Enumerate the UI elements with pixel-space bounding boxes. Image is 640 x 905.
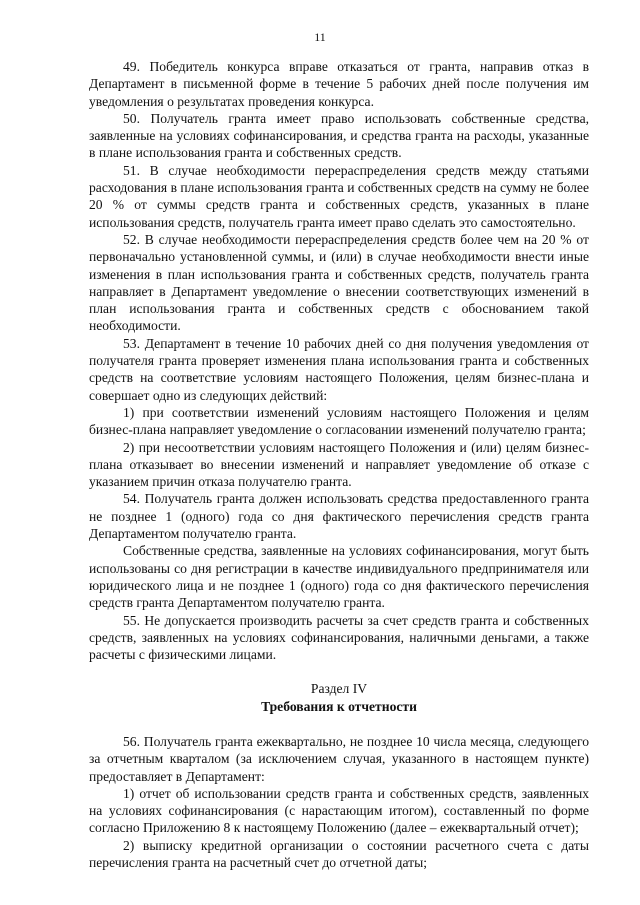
paragraph-51: 51. В случае необходимости перераспределения средств между статьями расходования в плане использования гранта и собственных средств на сумму не более 20 % от суммы средств гранта и собственных средств, указанных в плане использования средств, получатель гранта имеет право сделать это самостоятельно. — [89, 162, 589, 230]
paragraph-54-continuation: Собственные средства, заявленные на условиях софинансирования, могут быть использованы со дня регистрации в качестве индивидуального предпринимателя или юридического лица и не позднее 1 (одного) года со дня фактического перечисления средств гранта Департаментом получателю гранта. — [89, 543, 589, 611]
paragraph-53-item-2: 2) при несоответствии условиям настоящего Положения и (или) целям бизнес-плана отказывает во внесении изменений и направляет уведомление об отказе с указанием причин отказа получателю гранта. — [89, 439, 589, 490]
paragraph-54: 54. Получатель гранта должен использовать средства предоставленного гранта не позднее 1 (одного) года со дня фактического перечисления средств гранта Департаментом получателю гранта. — [89, 491, 589, 542]
section-title: Требования к отчетности — [261, 698, 417, 714]
paragraph-56-item-2: 2) выписку кредитной организации о состоянии расчетного счета с даты перечисления гранта на расчетный счет до отчетной даты; — [89, 837, 589, 871]
paragraph-52: 52. В случае необходимости перераспределения средств более чем на 20 % от первоначально установленной суммы, и (или) в случае необходимости внести иные изменения в план использования гранта и собственных средств, получатель гранта направляет в Департамент уведомление о внесении соответствующих изменений в план использования гранта и собственных средств с обоснованием такой необходимости. — [89, 231, 589, 334]
page-number: 11 — [314, 30, 326, 44]
paragraph-50: 50. Получатель гранта имеет право использовать собственные средства, заявленные на условиях софинансирования, и средства гранта на расходы, указанные в плане использования гранта и собственных средств. — [89, 110, 589, 161]
paragraph-53-item-1: 1) при соответствии изменений условиям настоящего Положения и целям бизнес-плана направляет уведомление о согласовании изменений получателю гранта; — [89, 404, 589, 438]
paragraph-53: 53. Департамент в течение 10 рабочих дней со дня получения уведомления от получателя гранта проверяет изменения плана использования гранта и собственных средств на соответствие условиям настоящего Положения, целям бизнес-плана и совершает одно из следующих действий: — [89, 335, 589, 403]
paragraph-56: 56. Получатель гранта ежеквартально, не позднее 10 числа месяца, следующего за отчетным кварталом (за исключением случая, указанного в настоящем пункте) предоставляет в Департамент: — [89, 733, 589, 784]
section-number: Раздел IV — [310, 681, 368, 697]
paragraph-49: 49. Победитель конкурса вправе отказаться от гранта, направив отказ в Департамент в письменной форме в течение 5 рабочих дней после получения им уведомления о результатах проведения конкурса. — [89, 59, 589, 109]
paragraph-55: 55. Не допускается производить расчеты за счет средств гранта и собственных средств, заявленных на условиях софинансирования, наличными деньгами, а также расчеты с физическими лицами. — [89, 612, 589, 663]
paragraph-56-item-1: 1) отчет об использовании средств гранта и собственных средств, заявленных на условиях софинансирования (с нарастающим итогом), составленный по форме согласно Приложению 8 к настоящему Положению (далее – ежеквартальный отчет); — [89, 785, 589, 836]
document-body — [89, 58, 589, 871]
